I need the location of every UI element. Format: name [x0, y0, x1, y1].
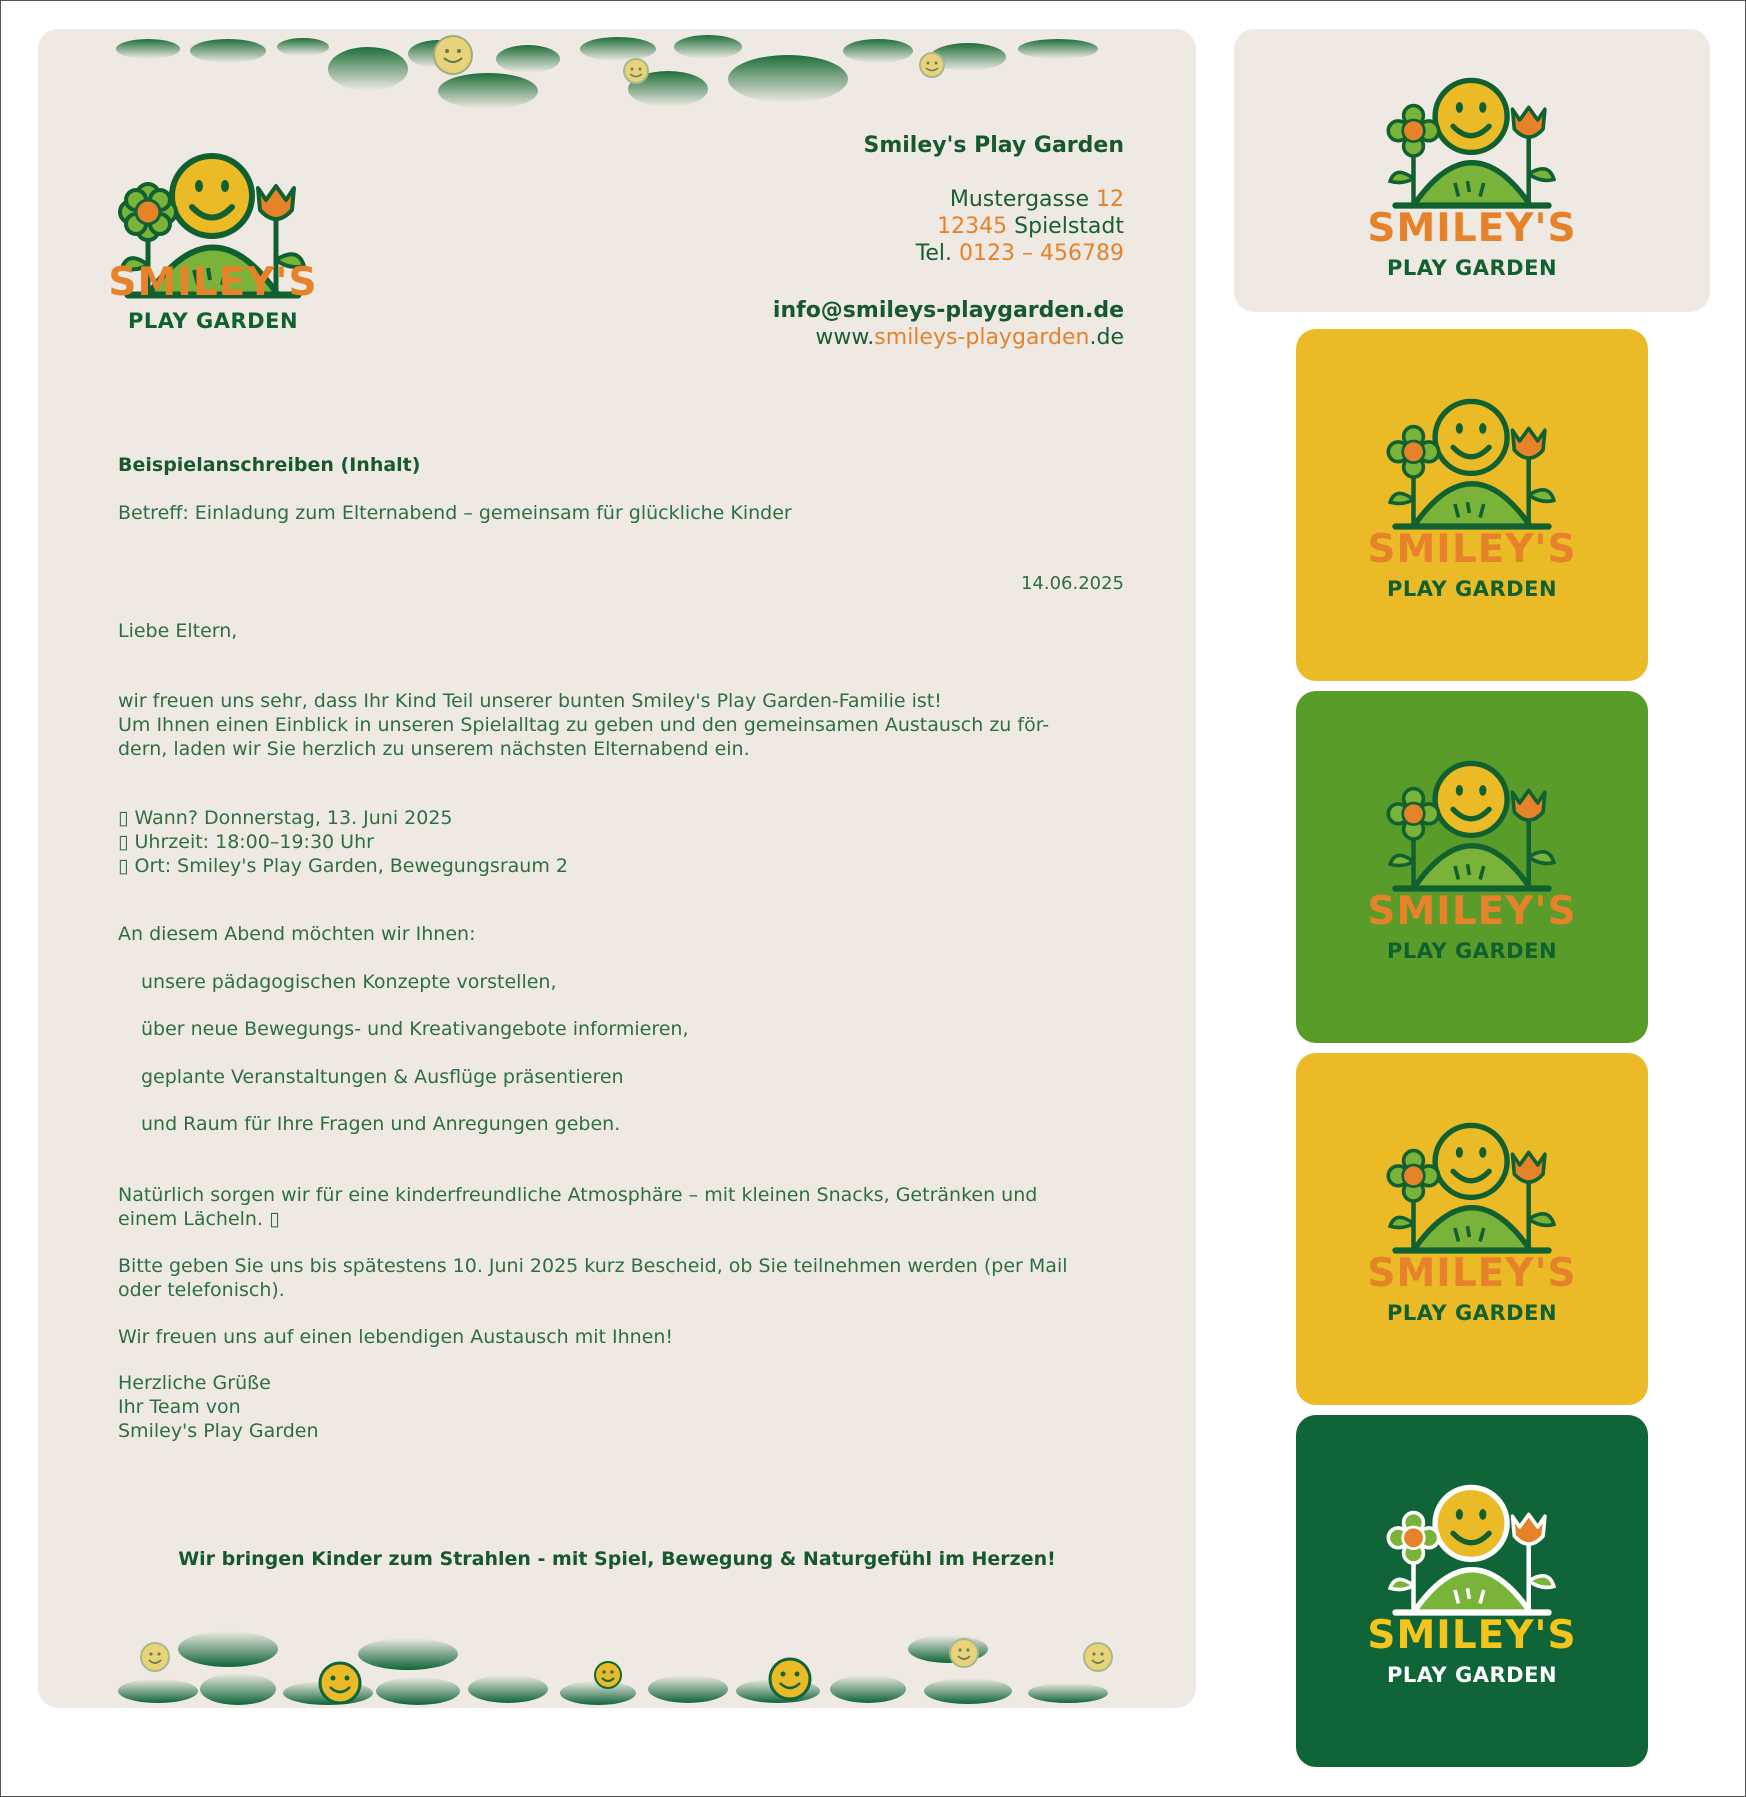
smiley-icon — [320, 1663, 360, 1703]
logo-wordmark: SMILEY'S — [1367, 889, 1577, 934]
text-line — [118, 1207, 1138, 1231]
list-item: unsere pädagogischen Konzepte vorstellen, — [141, 971, 557, 993]
leaf-decoration-bottom — [108, 1609, 1128, 1708]
company-name: Smiley's Play Garden — [863, 133, 1124, 158]
closing-line: Ihr Team von — [118, 1396, 241, 1418]
text-line: dern, laden wir Sie herzlich zu unserem nächsten Elternabend ein. — [118, 738, 750, 760]
brand-logo — [108, 140, 318, 380]
letter-paragraph — [118, 1183, 1138, 1231]
zip-code: 12345 — [937, 214, 1008, 239]
letter-heading: Beispielanschreiben (Inhalt) — [118, 454, 421, 476]
house-number: 12 — [1096, 187, 1124, 212]
text-line: Bitte geben Sie uns bis spätestens 10. Juni 2025 kurz Bescheid, ob Sie teilnehmen werden (per Mail — [118, 1255, 1068, 1277]
logo-card-green — [1296, 691, 1648, 1043]
list-item: und Raum für Ihre Fragen und Anregungen geben. — [141, 1113, 621, 1135]
footer-tagline: Wir bringen Kinder zum Strahlen - mit Spiel, Bewegung & Naturgefühl im Herzen! — [178, 1548, 1056, 1570]
smiley-icon — [434, 36, 472, 74]
brand-logo — [1367, 749, 1577, 989]
letter-salutation: Liebe Eltern, — [118, 620, 238, 642]
missing-glyph-icon: ▯ — [118, 855, 129, 877]
letter-paragraph — [118, 689, 1138, 761]
list-intro: An diesem Abend möchten wir Ihnen: — [118, 923, 476, 945]
smiley-icon — [595, 1662, 621, 1688]
letter-paragraph — [118, 1254, 1138, 1302]
text-line: wir freuen uns sehr, dass Ihr Kind Teil unserer bunten Smiley's Play Garden-Familie ist! — [118, 690, 942, 712]
text-line: oder telefonisch). — [118, 1279, 285, 1301]
web-suffix: .de — [1089, 325, 1124, 350]
brand-logo — [1367, 387, 1577, 627]
missing-glyph-icon: ▯ — [118, 807, 129, 829]
email[interactable]: info@smileys-playgarden.de — [772, 298, 1124, 323]
brand-logo — [1367, 1111, 1577, 1351]
smiley-icon — [624, 59, 648, 83]
website[interactable] — [773, 324, 1124, 351]
logo-wordmark: SMILEY'S — [1367, 527, 1577, 572]
smiley-icon — [920, 53, 944, 77]
smiley-flower-emblem — [1378, 66, 1567, 215]
letter-subject: Betreff: Einladung zum Elternabend – gemeinsam für glückliche Kinder — [118, 502, 792, 524]
phone-number: 0123 – 456789 — [959, 241, 1124, 266]
logo-subtitle: PLAY GARDEN — [1386, 1301, 1558, 1325]
closing-line: Smiley's Play Garden — [118, 1420, 319, 1442]
city: Spielstadt — [1014, 214, 1124, 239]
event-place — [118, 854, 1138, 878]
phone-label: Tel. — [915, 241, 953, 266]
event-when-text: Wann? Donnerstag, 13. Juni 2025 — [134, 807, 453, 829]
event-time-text: Uhrzeit: 18:00–19:30 Uhr — [134, 831, 374, 853]
logo-subtitle: PLAY GARDEN — [1386, 256, 1558, 280]
event-when — [118, 806, 1138, 830]
text-line: Um Ihnen einen Einblick in unseren Spielalltag zu geben und den gemeinsamen Austausch zu för- — [118, 714, 1050, 736]
leaf-decoration-top — [108, 29, 1118, 119]
smiley-flower-emblem — [1378, 749, 1567, 898]
logo-card-yellow-2 — [1296, 1053, 1648, 1405]
event-time — [118, 830, 1138, 854]
letterhead-contact — [773, 297, 1124, 351]
logo-wordmark: SMILEY'S — [1367, 206, 1577, 251]
web-prefix: www. — [815, 325, 875, 350]
logo-card-dark-green — [1296, 1415, 1648, 1767]
street: Mustergasse — [949, 187, 1089, 212]
web-domain: smileys-playgarden — [874, 325, 1090, 350]
event-place-text: Ort: Smiley's Play Garden, Bewegungsraum 2 — [134, 855, 568, 877]
letter-sheet — [38, 29, 1196, 1708]
list-item: über neue Bewegungs- und Kreativangebote informieren, — [141, 1018, 689, 1040]
letter-paragraph: Wir freuen uns auf einen lebendigen Austausch mit Ihnen! — [118, 1326, 674, 1348]
street-line — [916, 186, 1124, 213]
smiley-flower-emblem — [1378, 1473, 1567, 1622]
logo-subtitle: PLAY GARDEN — [1386, 1663, 1558, 1687]
smiley-icon — [950, 1639, 978, 1667]
brand-logo — [1367, 66, 1577, 306]
smiley-flower-emblem — [1378, 1111, 1567, 1260]
text-line-part: einem Lächeln. — [118, 1208, 264, 1230]
letter-date: 14.06.2025 — [1020, 573, 1124, 594]
smiley-icon — [770, 1659, 810, 1699]
logo-card-yellow — [1296, 329, 1648, 681]
letterhead-company — [863, 132, 1124, 159]
closing-line: Herzliche Grüße — [118, 1372, 271, 1394]
logo-wordmark: SMILEY'S — [1367, 1251, 1577, 1296]
smiley-flower-emblem — [1378, 387, 1567, 536]
logo-wordmark: SMILEY'S — [108, 260, 318, 305]
logo-card-cream — [1234, 29, 1710, 312]
text-line: Natürlich sorgen wir für eine kinderfreundliche Atmosphäre – mit kleinen Snacks, Getränken und — [118, 1184, 1038, 1206]
smiley-icon — [141, 1643, 169, 1671]
list-item: geplante Veranstaltungen & Ausflüge präsentieren — [141, 1066, 624, 1088]
letter-closing — [118, 1371, 1138, 1443]
logo-wordmark: SMILEY'S — [1367, 1613, 1577, 1658]
missing-glyph-icon: ▯ — [118, 831, 129, 853]
event-details — [118, 806, 1138, 878]
logo-subtitle: PLAY GARDEN — [1386, 939, 1558, 963]
brand-logo-inverted — [1367, 1473, 1577, 1713]
smiley-icon — [1084, 1643, 1112, 1671]
phone-line — [916, 240, 1124, 267]
city-line — [916, 213, 1124, 240]
missing-glyph-icon: ▯ — [269, 1208, 280, 1230]
logo-subtitle: PLAY GARDEN — [127, 309, 299, 333]
letterhead-address — [916, 186, 1124, 267]
logo-subtitle: PLAY GARDEN — [1386, 577, 1558, 601]
